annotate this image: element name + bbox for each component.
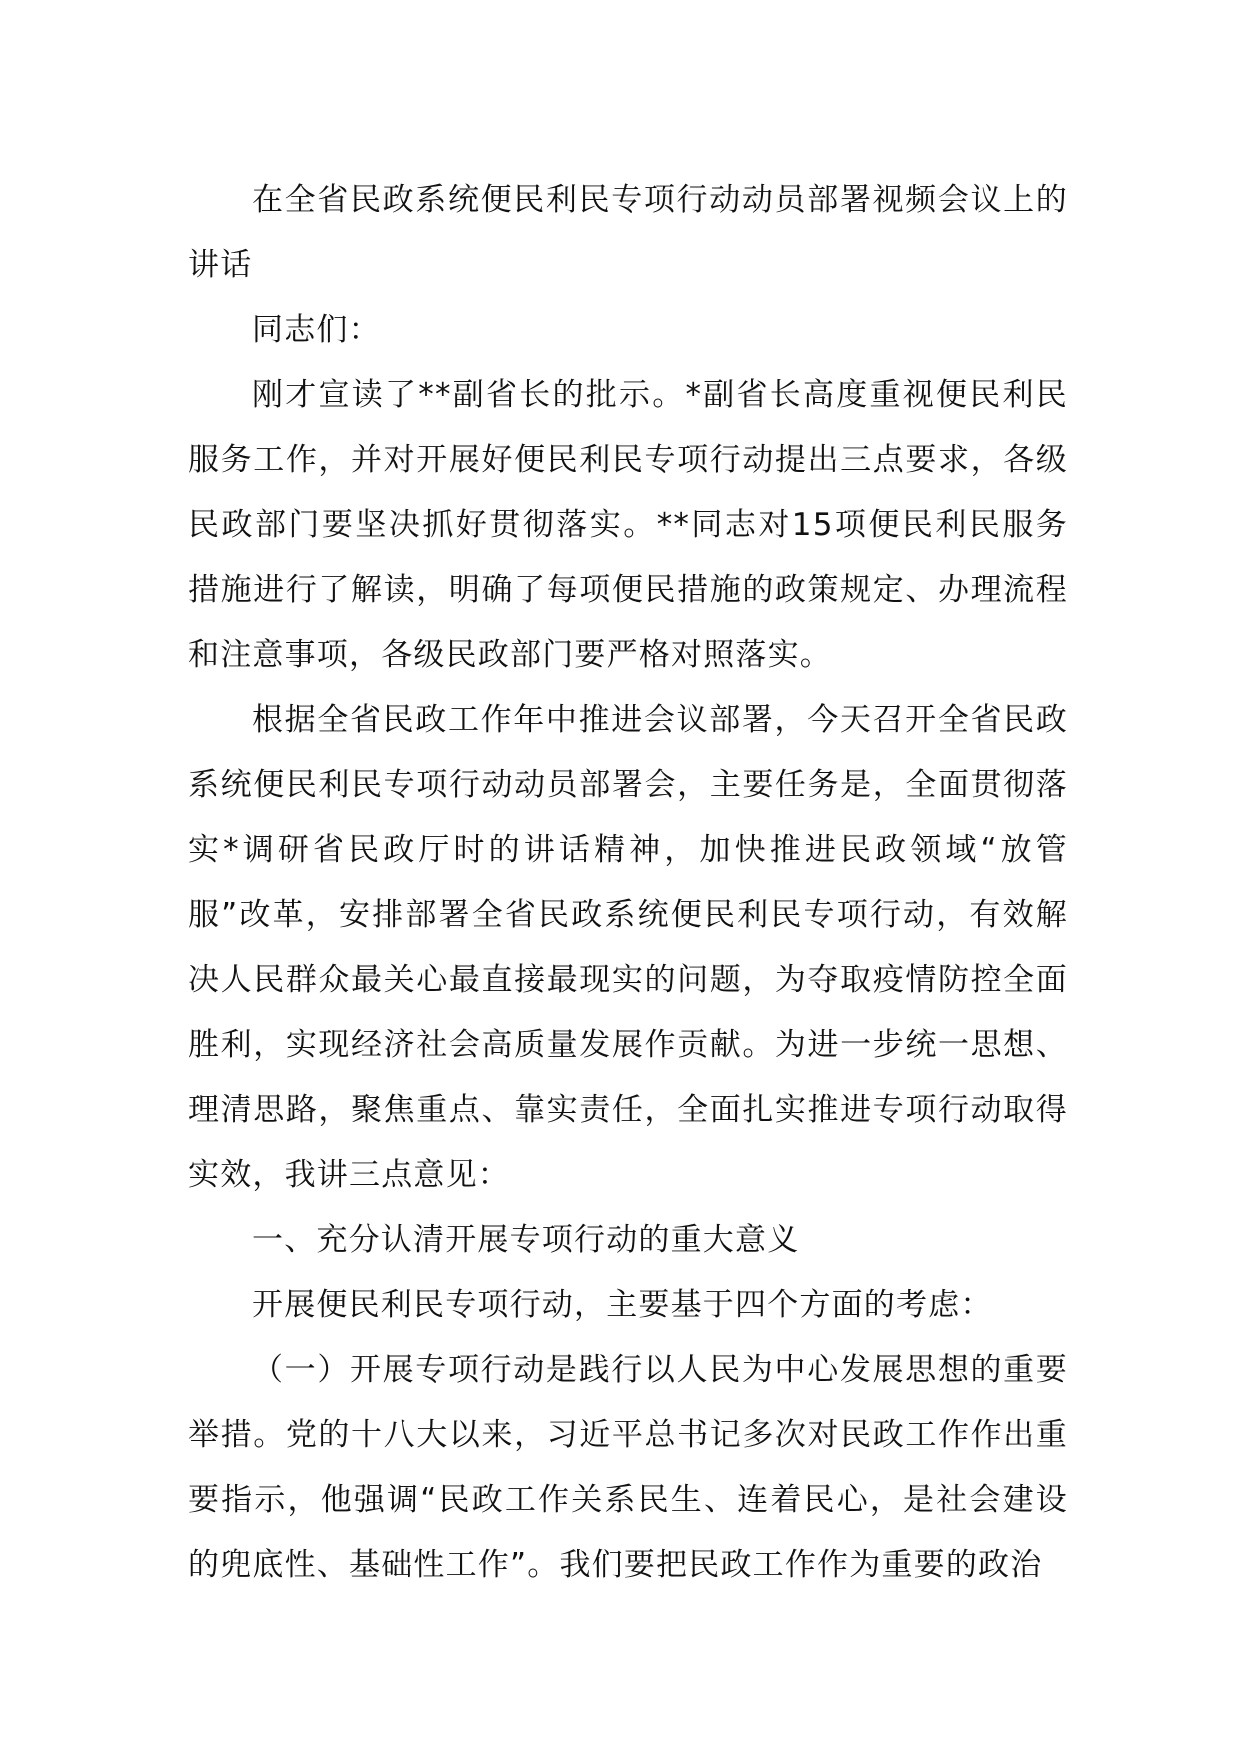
paragraph-point-1: （一）开展专项行动是践行以人民为中心发展思想的重要举措。党的十八大以来，习近平总书记多次对民政工作作出重要指示，他强调“民政工作关系民生、连着民心，是社会建设的兜底性、基础性工作”。我们要把民政工作作为重要的政治 (188, 1352, 1068, 1583)
document-body (188, 168, 1068, 1598)
section-heading-1: 一、充分认清开展专项行动的重大意义 (252, 1222, 800, 1258)
paragraph-considerations: 开展便民利民专项行动，主要基于四个方面的考虑： (252, 1287, 993, 1323)
paragraph-purpose: 根据全省民政工作年中推进会议部署，今天召开全省民政系统便民利民专项行动动员部署会，主要任务是，全面贯彻落实*调研省民政厅时的讲话精神，加快推进民政领域“放管服”改革，安排部署全省民政系统便民利民专项行动，有效解决人民群众最关心最直接最现实的问题，为夺取疫情防控全面胜利，实现经济社会高质量发展作贡献。为进一步统一思想、理清思路，聚焦重点、靠实责任，全面扎实推进专项行动取得实效，我讲三点意见： (188, 702, 1068, 1193)
paragraph-intro: 刚才宣读了**副省长的批示。*副省长高度重视便民利民服务工作，并对开展好便民利民专项行动提出三点要求，各级民政部门要坚决抓好贯彻落实。**同志对15项便民利民服务措施进行了解读，明确了每项便民措施的政策规定、办理流程和注意事项，各级民政部门要严格对照落实。 (188, 377, 1068, 673)
document-title: 在全省民政系统便民利民专项行动动员部署视频会议上的讲话 (188, 182, 1068, 283)
salutation: 同志们： (252, 312, 381, 348)
